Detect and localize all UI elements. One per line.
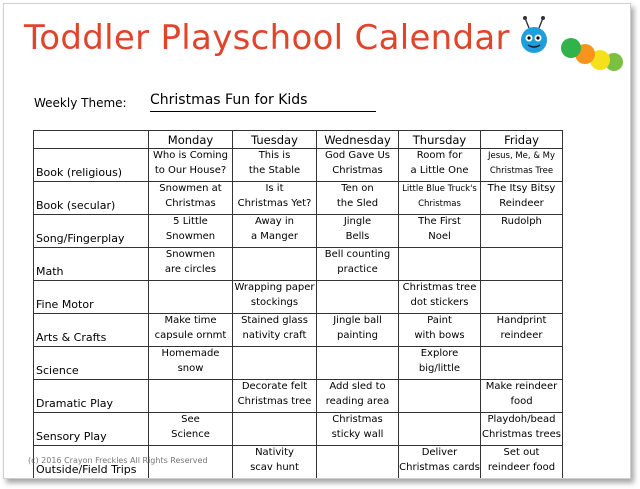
activity-line: Room for (416, 150, 463, 161)
activity-line: Snowmen (165, 249, 216, 260)
category-label: Sensory Play (34, 413, 149, 446)
table-row (34, 347, 563, 380)
calendar-body (34, 149, 563, 479)
activity-cell (317, 380, 399, 413)
activity-line: to Our House? (154, 164, 227, 176)
page-title: Toddler Playschool Calendar (24, 18, 510, 58)
activity-cell (399, 347, 481, 380)
activity-cell (399, 149, 481, 182)
activity-line: Who is Coming (153, 150, 228, 161)
table-row (34, 149, 563, 182)
activity-line: Science (171, 428, 210, 440)
activity-line: scav hunt (250, 461, 299, 473)
header-corner (34, 131, 149, 149)
activity-line: the Sled (336, 197, 379, 209)
activity-line: food (510, 395, 533, 407)
activity-line: with bows (414, 329, 465, 341)
activity-line: Set out (503, 447, 540, 458)
activity-cell (317, 446, 399, 479)
activity-cell (481, 281, 563, 314)
activity-line: Christmas Tree (489, 165, 554, 176)
category-label: Science (34, 347, 149, 380)
activity-line: reindeer food (487, 461, 556, 473)
activity-cell (399, 182, 481, 215)
activity-line: a Manger (250, 230, 298, 242)
category-label: Dramatic Play (34, 380, 149, 413)
table-header-row (34, 131, 563, 149)
calendar-page (3, 3, 631, 479)
copyright-footer: (c) 2016 Crayon Freckles All Rights Reserved (28, 456, 208, 465)
activity-cell (317, 149, 399, 182)
activity-line: Handprint (496, 315, 547, 326)
category-label: Book (religious) (34, 149, 149, 182)
activity-cell (399, 314, 481, 347)
activity-cell (149, 413, 233, 446)
activity-cell (233, 248, 317, 281)
activity-line: Christmas (165, 197, 216, 209)
activity-cell (481, 446, 563, 479)
activity-line: big/little (418, 362, 461, 374)
activity-cell (149, 182, 233, 215)
activity-line: God Gave Us (324, 150, 391, 161)
activity-line: See (181, 414, 200, 425)
activity-cell (481, 413, 563, 446)
table-row (34, 380, 563, 413)
activity-line: Playdoh/bead (487, 414, 556, 425)
activity-line: Christmas cards (399, 461, 480, 473)
activity-cell (481, 149, 563, 182)
activity-cell (317, 215, 399, 248)
activity-cell (233, 215, 317, 248)
activity-line: 5 Little (173, 216, 208, 227)
activity-line: Snowmen (165, 230, 216, 242)
activity-line: Add sled to (329, 381, 386, 392)
activity-cell (399, 215, 481, 248)
activity-line: Little Blue Truck's (402, 184, 477, 194)
activity-line: Christmas tree (402, 282, 477, 293)
activity-line: Rudolph (501, 216, 542, 227)
activity-cell (317, 248, 399, 281)
calendar-table (33, 130, 563, 479)
activity-cell (233, 413, 317, 446)
table-row (34, 215, 563, 248)
activity-cell (317, 182, 399, 215)
activity-line: stockings (250, 296, 299, 308)
activity-cell (233, 314, 317, 347)
activity-cell (233, 182, 317, 215)
activity-cell (233, 281, 317, 314)
activity-line: Make time (164, 315, 217, 326)
activity-cell (317, 281, 399, 314)
activity-cell (233, 446, 317, 479)
activity-cell (481, 347, 563, 380)
activity-line: painting (337, 329, 378, 341)
activity-line: Is it (265, 183, 284, 194)
activity-line: Noel (428, 230, 451, 242)
table-row (34, 182, 563, 215)
category-label: Outside/Field Trips (34, 446, 149, 479)
activity-cell (149, 380, 233, 413)
activity-line: reading area (325, 395, 390, 407)
activity-line: sticky wall (331, 428, 384, 440)
activity-line: a Little One (410, 164, 469, 176)
activity-line: Ten on (341, 183, 374, 194)
activity-cell (481, 248, 563, 281)
table-row (34, 314, 563, 347)
table-row (34, 413, 563, 446)
activity-cell (481, 314, 563, 347)
activity-line: dot stickers (410, 296, 469, 308)
activity-cell (149, 149, 233, 182)
activity-line: Make reindeer (485, 381, 558, 392)
activity-line: Away in (255, 216, 294, 227)
activity-cell (149, 314, 233, 347)
table-row (34, 248, 563, 281)
day-header: Thursday (399, 131, 481, 149)
weekly-theme-label: Weekly Theme: (34, 96, 127, 110)
activity-cell (399, 248, 481, 281)
activity-cell (317, 347, 399, 380)
activity-line: Bells (345, 230, 370, 242)
table-row (34, 281, 563, 314)
activity-cell (149, 347, 233, 380)
activity-line: Stained glass (241, 315, 308, 326)
activity-line: Jingle ball (333, 315, 382, 326)
activity-line: The First (418, 216, 461, 227)
activity-line: Bell counting (324, 249, 391, 260)
activity-cell (399, 281, 481, 314)
activity-line: Jesus, Me, & My (487, 151, 556, 161)
activity-cell (149, 248, 233, 281)
category-label: Fine Motor (34, 281, 149, 314)
activity-line: reindeer (500, 329, 543, 341)
activity-line: capsule ornmt (154, 329, 227, 341)
category-label: Arts & Crafts (34, 314, 149, 347)
activity-line: are circles (164, 263, 217, 275)
activity-cell (481, 215, 563, 248)
activity-line: Wrapping paper (234, 282, 315, 293)
activity-line: nativity craft (242, 329, 307, 341)
activity-line: Snowmen at (159, 183, 222, 194)
activity-cell (149, 281, 233, 314)
activity-cell (481, 380, 563, 413)
category-label: Song/Fingerplay (34, 215, 149, 248)
activity-cell (149, 215, 233, 248)
activity-line: practice (337, 263, 378, 275)
activity-cell (399, 413, 481, 446)
activity-line: Nativity (255, 447, 294, 458)
activity-line: Deliver (421, 447, 458, 458)
activity-line: the Stable (248, 164, 301, 176)
activity-line: snow (177, 362, 204, 374)
activity-line: Christmas Yet? (237, 197, 312, 209)
activity-line: Christmas trees (482, 428, 561, 440)
caterpillar-icon (514, 14, 626, 78)
activity-line: This is (258, 150, 291, 161)
activity-line: The Itsy Bitsy (487, 183, 556, 194)
activity-cell (233, 380, 317, 413)
activity-line: Decorate felt (241, 381, 308, 392)
activity-line: Christmas (332, 414, 383, 425)
day-header: Wednesday (317, 131, 399, 149)
activity-line: Christmas (332, 164, 383, 176)
activity-cell (481, 182, 563, 215)
activity-line: Paint (427, 315, 452, 326)
activity-cell (233, 347, 317, 380)
activity-line: Christmas (418, 198, 461, 209)
category-label: Math (34, 248, 149, 281)
activity-cell (399, 380, 481, 413)
activity-line: Christmas tree (237, 395, 312, 407)
category-label: Book (secular) (34, 182, 149, 215)
day-header: Tuesday (233, 131, 317, 149)
activity-cell (233, 149, 317, 182)
activity-line: Reindeer (499, 197, 544, 209)
day-header: Friday (481, 131, 563, 149)
activity-cell (317, 413, 399, 446)
activity-line: Homemade (161, 348, 220, 359)
activity-line: Explore (420, 348, 459, 359)
activity-cell (399, 446, 481, 479)
day-header: Monday (149, 131, 233, 149)
activity-cell (317, 314, 399, 347)
weekly-theme-value: Christmas Fun for Kids (150, 92, 376, 112)
activity-line: Jingle (343, 216, 372, 227)
